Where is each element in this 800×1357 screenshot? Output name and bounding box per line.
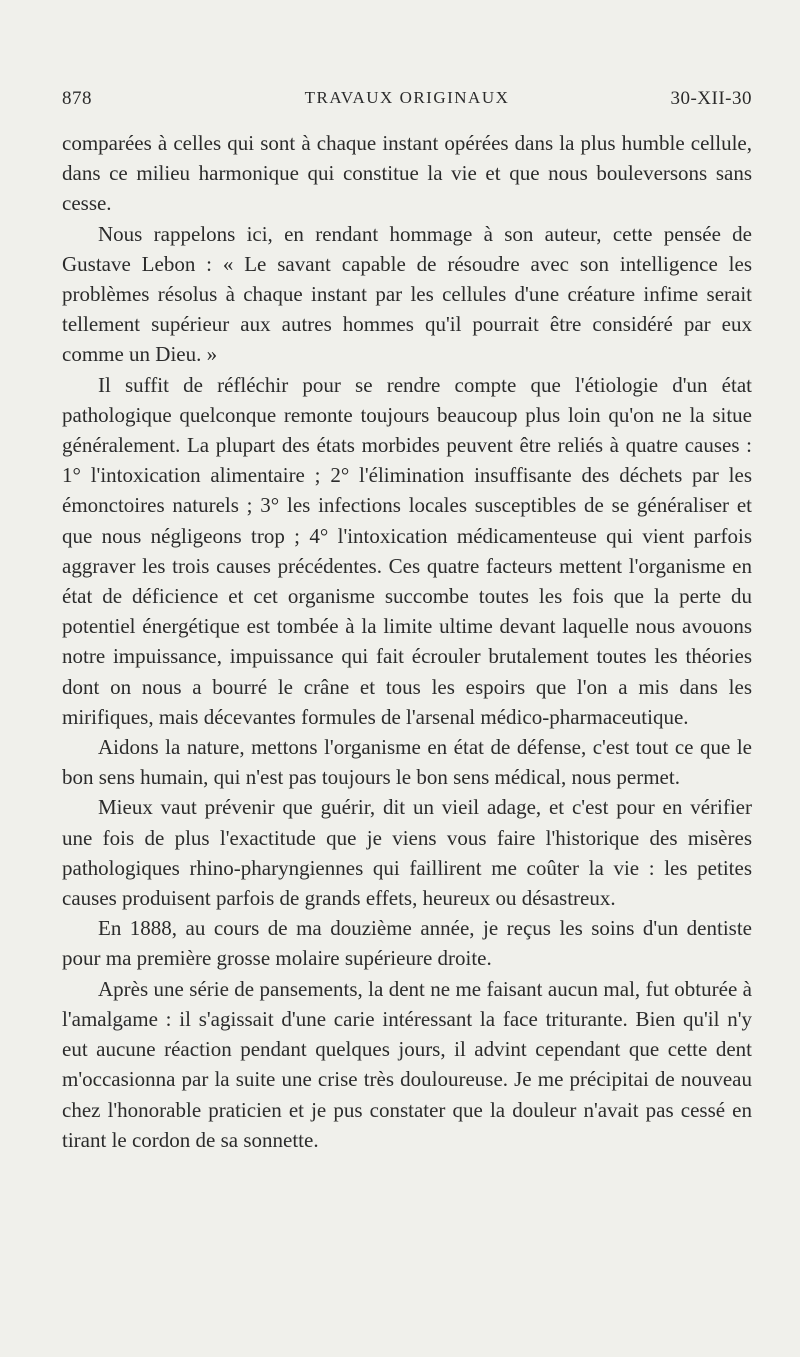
paragraph-aidons-la-nature: Aidons la nature, mettons l'organisme en état de défense, c'est tout ce que le bon sens humain, qui n'est pas toujours le bon sens médical, nous permet. (62, 735, 752, 790)
paragraph-etiology: Il suffit de réfléchir pour se rendre compte que l'étiologie d'un état pathologique quelconque remonte toujours beaucoup plus loin qu'on ne la situe généralement. La plupart des états morbides peuvent être reliés à quatre causes : 1° l'intoxication alimentaire ; 2° l'élimination insuffisante des déchets par les émonctoires naturels ; 3° les infections locales susceptibles de se généraliser et que nous négligeons trop ; 4° l'intoxication médicamenteuse qui vient parfois aggraver les trois causes précédentes. Ces quatre facteurs mettent l'organisme en état de déficience et cet organisme succombe toutes les fois que la perte du potentiel énergétique est tombée à la limite ultime devant laquelle nous avouons notre impuissance, impuissance qui fait écrouler brutalement toutes les théories dont on nous a bourré le crâne et tous les espoirs que l'on a mis dans les mirifiques, mais décevantes formules de l'arsenal médico-pharmaceutique. (62, 372, 752, 729)
paragraph-continuation: comparées à celles qui sont à chaque instant opérées dans la plus humble cellule, dans ce milieu harmonique qui constitue la vie et que nous bouleversons sans cesse. (62, 131, 752, 216)
paragraph-apres-pansements: Après une série de pansements, la dent ne me faisant aucun mal, fut obturée à l'amalgame : il s'agissait d'une carie intéressant la face triturante. Bien qu'il n'y eut aucune réaction pendant quelques jours, il advint cependant que cette dent m'occasionna par la suite une crise très douloureuse. Je me précipitai de nouveau chez l'honorable praticien et je pus constater que la douleur n'avait pas cessé en tirant le cordon de sa sonnette. (62, 976, 752, 1152)
paragraph-mieux-vaut-prevenir: Mieux vaut prévenir que guérir, dit un vieil adage, et c'est pour en vérifier une fois de plus l'exactitude que je viens vous faire l'historique des misères pathologiques rhino-pharyngiennes qui faillirent me coûter la vie : les petites causes produisent parfois de grands effets, heureux ou désastreux. (62, 795, 752, 911)
running-title: TRAVAUX ORIGINAUX (304, 88, 510, 107)
article-body (62, 128, 752, 1155)
issue-date: 30-XII-30 (670, 88, 752, 109)
page-header (62, 88, 752, 114)
paragraph-lebon-quote: Nous rappelons ici, en rendant hommage à son auteur, cette pensée de Gustave Lebon : « Le savant capable de résoudre avec son intelligence les problèmes résolus à chaque instant par les cellules d'une créature infime serait tellement supérieur aux autres hommes qu'il pourrait être considéré par eux comme un Dieu. » (62, 221, 752, 367)
paragraph-1888: En 1888, au cours de ma douzième année, je reçus les soins d'un dentiste pour ma première grosse molaire supérieure droite. (62, 916, 752, 971)
page-number: 878 (62, 88, 92, 109)
